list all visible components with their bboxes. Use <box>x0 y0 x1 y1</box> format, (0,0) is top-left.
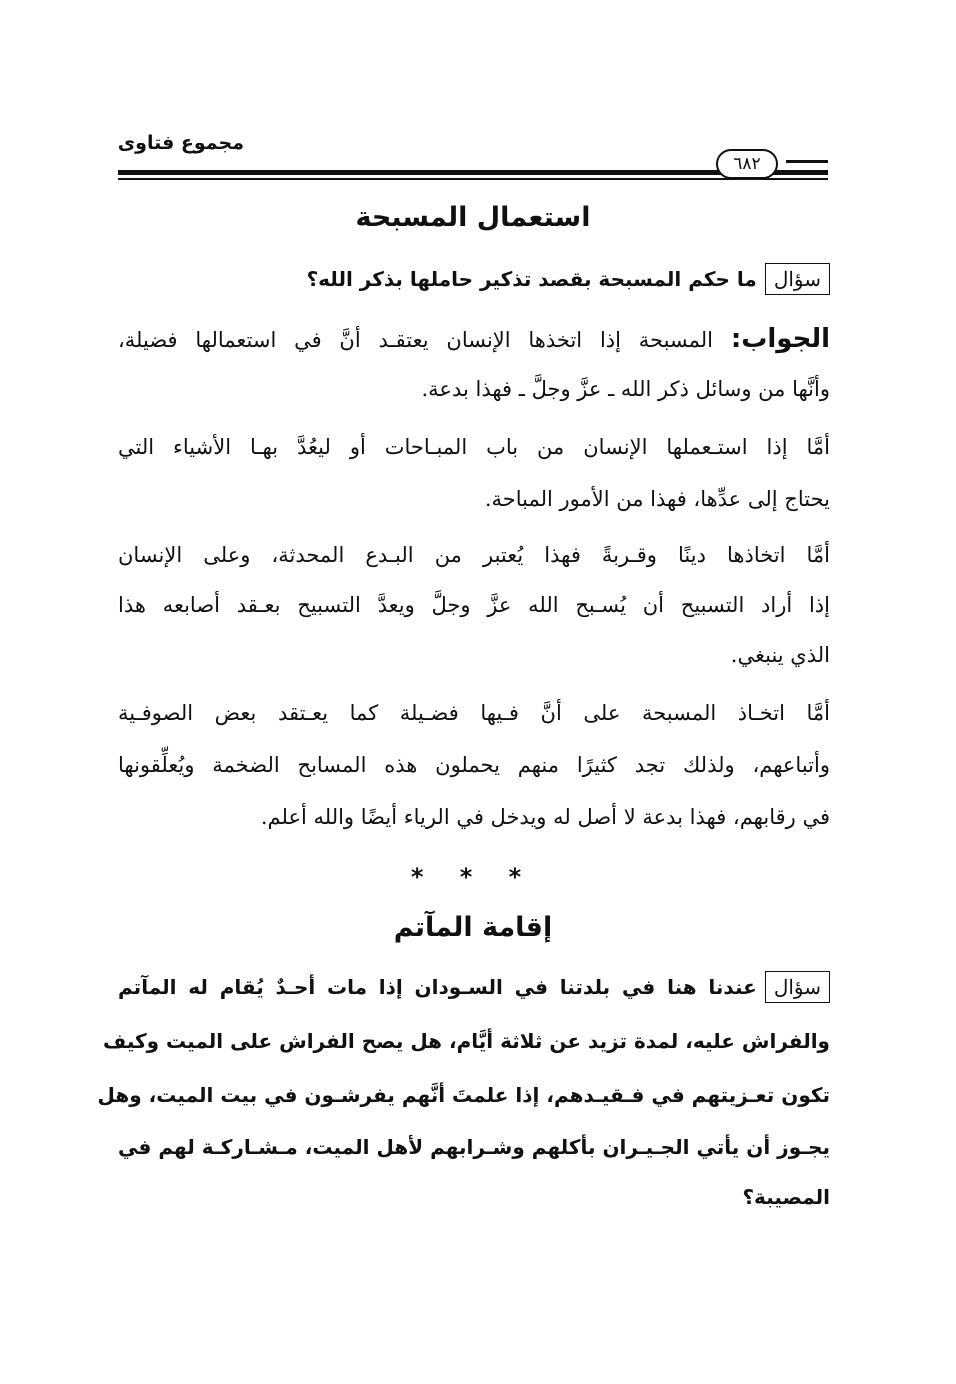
answer-line-5: أمَّا اتخاذها دينًا وقـربةً فهذا يُعتبر من البـدع المحدثة، وعلى الإنسان <box>118 543 830 567</box>
answer-line-10: في رقابهم، فهذا بدعة لا أصل له ويدخل في الرياء أيضًا والله أعلم. <box>260 805 830 829</box>
question2-line-1 <box>118 970 830 1004</box>
answer-label: الجواب: <box>730 324 830 354</box>
answer-line-7: الذي ينبغي. <box>730 643 830 667</box>
header-rule-thin <box>118 178 828 180</box>
section-title-funeral: إقامة المآتم <box>393 912 553 943</box>
running-title: مجموع فتاوى <box>117 132 244 154</box>
question-text: ما حكم المسبحة بقصد تذكير حاملها بذكر الله؟ <box>306 267 757 291</box>
question2-line-3: تكون تعـزيتهم في فـقيـدهم، إذا علمتَ أنَّهم يفرشـون في بيت الميت، وهل <box>97 1083 830 1107</box>
answer-line-8: أمَّا اتخـاذ المسبحة على أنَّ فـيها فضـيلة كما يعـتقد بعض الصوفـية <box>118 701 830 725</box>
answer-line-9: وأتباعهم، ولذلك تجد كثيرًا منهم يحملون هذه المسابح الضخمة ويُعلِّقونها <box>118 753 830 777</box>
answer-line-2: وأنَّها من وسائل ذكر الله ـ عزَّ وجلَّ ـ فهذا بدعة. <box>421 377 830 401</box>
page-number: ٦٨٢ <box>716 149 778 179</box>
answer-line-4: يحتاج إلى عدِّها، فهذا من الأمور المباحة. <box>484 487 830 511</box>
question-label-box: سؤال <box>765 263 830 295</box>
question2-text-1: عندنا هنا في بلدتنا في السـودان إذا مات أحـدٌ يُقام له المآتم <box>118 975 757 999</box>
section-title-rosary: استعمال المسبحة <box>355 202 591 233</box>
answer-text: المسبحة إذا اتخذها الإنسان يعتقـد أنَّ في استعمالها فضيلة، <box>118 328 714 352</box>
question-line <box>118 262 830 296</box>
question2-line-4: يجـوز أن يأتي الجـيـران بأكلهم وشـرابهم لأهل الميت، مـشـاركـة لهم في <box>118 1135 830 1159</box>
answer-line-6: إذا أراد التسبيح أن يُسـبح الله عزَّ وجلَّ ويعدَّ التسبيح بعـقد أصابعه هذا <box>118 593 830 617</box>
answer-line-3: أمَّا إذا استـعملها الإنسان من باب المبـاحات أو ليعُدَّ بهـا الأشياء التي <box>118 435 830 459</box>
answer-line-1 <box>118 322 830 357</box>
question2-line-2: والفراش عليه، لمدة تزيد عن ثلاثة أيَّام، هل يصح الفراش على الميت وكيف <box>103 1029 830 1053</box>
header-rule-stub <box>786 160 828 163</box>
question2-label-box: سؤال <box>765 971 830 1003</box>
section-separator: * * * <box>410 863 536 891</box>
question2-line-5: المصيبة؟ <box>742 1185 830 1209</box>
